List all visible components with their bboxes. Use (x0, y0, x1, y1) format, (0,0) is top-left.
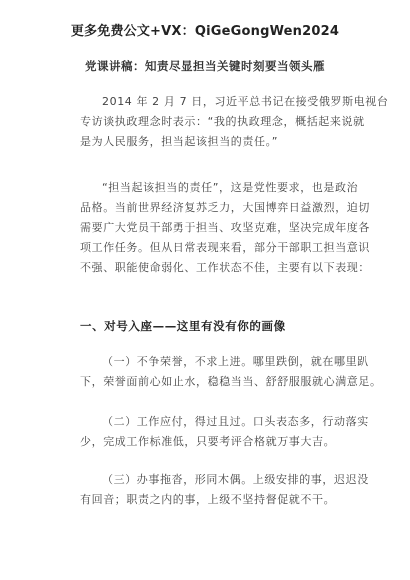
list-item-3 (80, 470, 369, 510)
item-line: （一）不争荣誉，不求上进。哪里跌倒，就在哪里趴 (102, 355, 369, 368)
paragraph-line: 是为人民服务，担当起该担当的责任。” (80, 135, 278, 148)
paragraph-2 (80, 178, 370, 278)
document-title: 党课讲稿：知责尽显担当关键时刻要当领头雁 (85, 59, 325, 73)
list-item-2 (80, 412, 369, 452)
paragraph-line: 2014 年 2 月 7 日，习近平总书记在接受俄罗斯电视台 (102, 95, 389, 108)
paragraph-line: “担当起该担当的责任”，这是党性要求，也是政治 (102, 181, 359, 194)
list-item-1 (80, 352, 382, 392)
item-line: （三）办事拖沓，形同木偶。上级安排的事，迟迟没 (102, 473, 369, 486)
paragraph-1 (80, 92, 389, 152)
paragraph-line: 品格。当前世界经济复苏乏力，大国博弈日益激烈，迫切 (80, 201, 370, 214)
item-line: （二）工作应付，得过且过。口头表态多，行动落实 (102, 415, 369, 428)
paragraph-line: 专访谈执政理念时表示：“我的执政理念，概括起来说就 (80, 115, 365, 128)
paragraph-line: 需要广大党员干部勇于担当、攻坚克难，坚决完成年度各 (80, 221, 370, 234)
promo-header: 更多免费公文+VX：QiGeGongWen2024 (70, 24, 340, 39)
paragraph-line: 项工作任务。但从日常表现来看，部分干部职工担当意识 (80, 241, 370, 254)
item-line: 有回音；职责之内的事，上级不坚持督促就不干。 (80, 493, 336, 506)
item-line: 少，完成工作标准低，只要考评合格就万事大吉。 (80, 435, 336, 448)
paragraph-line: 不强、职能使命弱化、工作状态不佳，主要有以下表现： (80, 261, 370, 274)
section-heading: 一、对号入座——这里有没有你的画像 (80, 319, 286, 333)
item-line: 下，荣誉面前心如止水，稳稳当当、舒舒服服就心满意足。 (80, 375, 382, 388)
